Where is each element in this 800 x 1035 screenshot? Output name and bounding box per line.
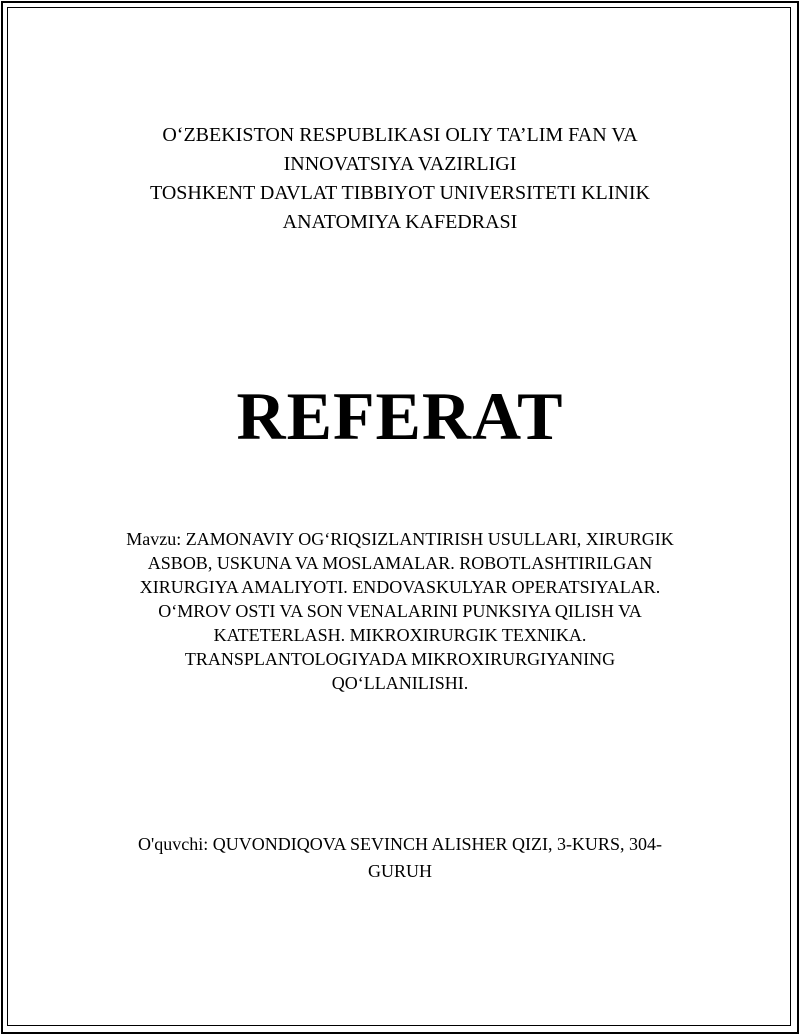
student-line: O'quvchi: QUVONDIQOVA SEVINCH ALISHER QIZI, 3-KURS, 304- — [138, 834, 662, 854]
header-line: ANATOMIYA KAFEDRASI — [282, 211, 518, 233]
topic-line: Mavzu: ZAMONAVIY OG‘RIQSIZLANTIRISH USULLARI, XIRURGIK — [126, 529, 674, 549]
header-line: INNOVATSIYA VAZIRLIGI — [283, 153, 517, 175]
document-title: REFERAT — [236, 378, 564, 454]
header-line: O‘ZBEKISTON RESPUBLIKASI OLIY TA’LIM FAN VA — [162, 124, 638, 146]
topic-line: TRANSPLANTOLOGIYADA MIKROXIRURGIYANING — [184, 649, 616, 669]
topic-block — [100, 527, 700, 695]
header-line: TOSHKENT DAVLAT TIBBIYOT UNIVERSITETI KLINIK — [150, 182, 650, 204]
topic-line: QO‘LLANILISHI. — [331, 673, 469, 693]
student-info — [100, 831, 700, 885]
topic-line: KATETERLASH. MIKROXIRURGIK TEXNIKA. — [213, 625, 587, 645]
topic-line: XIRURGIYA AMALIYOTI. ENDOVASKULYAR OPERATSIYALAR. — [139, 577, 661, 597]
institution-header — [0, 121, 800, 237]
topic-line: O‘MROV OSTI VA SON VENALARINI PUNKSIYA QILISH VA — [158, 601, 642, 621]
topic-line: ASBOB, USKUNA VA MOSLAMALAR. ROBOTLASHTIRILGAN — [147, 553, 653, 573]
student-line: GURUH — [367, 861, 432, 881]
